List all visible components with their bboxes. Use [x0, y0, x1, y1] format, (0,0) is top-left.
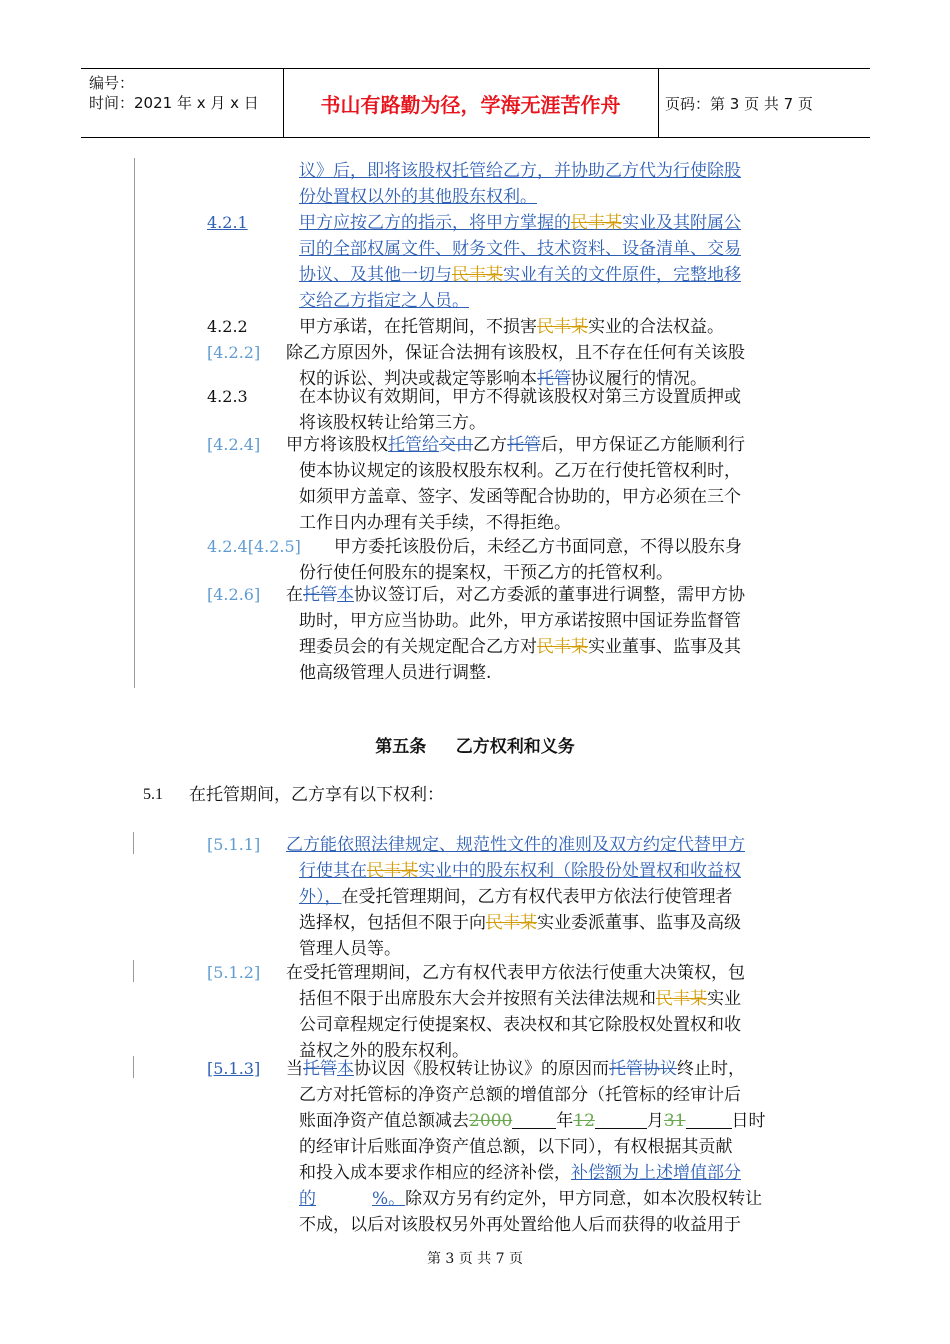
clause-segment: %。: [372, 1189, 406, 1209]
clause-text: [299, 262, 741, 289]
clause-text: 公司章程规定行使提案权、表决权和其它除股权处置权和收: [299, 1015, 741, 1035]
clause-segment: 实业及其附属公: [622, 213, 741, 233]
clause-segment: 实业董事、监事及其: [588, 637, 741, 657]
article-title: 第五条 乙方权利和义务: [375, 737, 575, 757]
clause-text: 在本协议有效期间，甲方不得就该股权对第三方设置质押或: [299, 387, 741, 407]
revision-bar: [133, 832, 134, 854]
tracked-change: 托管: [303, 585, 337, 605]
clause-text: 如须甲方盖章、签字、发函等配合协助的，甲方必须在三个: [299, 487, 741, 507]
clause-continuation-line: 议》后，即将该股权托管给乙方，并协助乙方代为行使除股: [299, 161, 741, 181]
clause-segment: 除双方另有约定外，甲方同意，如本次股权转让: [405, 1189, 763, 1209]
document-date-label: 时间：2021 年 x 月 x 日: [89, 94, 259, 112]
clause-text: [299, 1160, 741, 1187]
clause-segment: 括但不限于出席股东大会并按照有关法律法规和: [299, 989, 656, 1009]
clause-text: [299, 210, 741, 237]
clause-segment: 和投入成本要求作相应的经济补偿，: [299, 1163, 571, 1183]
tracked-change: 民丰某: [571, 213, 622, 233]
clause-segment: 乙方: [473, 435, 507, 455]
clause-segment: 甲方应按乙方的指示，将甲方掌握的: [299, 213, 571, 233]
clause-segment: 终止时，: [677, 1059, 745, 1079]
tracked-change: 12: [573, 1111, 595, 1131]
header-motto: 书山有路勤为径，学海无涯苦作舟: [320, 92, 621, 117]
section-text: 在托管期间，乙方享有以下权利：: [189, 785, 444, 805]
tracked-insertion: 本: [337, 585, 354, 605]
clause-segment: 月: [646, 1111, 664, 1131]
clause-segment: 实业委派董事、监事及高级: [537, 913, 741, 933]
header-meta: [89, 73, 259, 113]
clause-segment: 实业中的股东权利（除股份处置权和收益权: [418, 861, 741, 881]
clause-text: 乙方对托管标的净资产总额的增值部分（托管标的经审计后: [299, 1085, 741, 1105]
clause-segment: 甲方将该股权: [286, 435, 388, 455]
clause-continuation-line: 份处置权以外的其他股东权利。: [299, 187, 537, 207]
clause-segment: 补偿额为上述增值部分: [571, 1163, 741, 1183]
clause-text: [299, 858, 741, 885]
tracked-change: 2000: [469, 1111, 513, 1131]
clause-segment: 在受托管理期间，乙方有权代表甲方依法行使管理者: [341, 887, 733, 907]
clause-segment: 协议、及其他一切与: [299, 265, 452, 285]
header-page-label: 页码：第 3 页 共 7 页: [665, 95, 813, 113]
tracked-change: 民丰某: [367, 861, 418, 881]
tracked-insertion: 托管给: [388, 435, 439, 455]
tracked-change: 托管: [303, 1059, 337, 1079]
page-header: [81, 68, 870, 138]
clause-text: 交给乙方指定之人员。: [299, 291, 469, 311]
tracked-change: 民丰某: [537, 637, 588, 657]
clause-text: [299, 314, 724, 341]
header-divider: [658, 69, 659, 137]
clause-text: 助时，甲方应当协助。此外，甲方承诺按照中国证券监督管: [299, 611, 741, 631]
clause-text: 管理人员等。: [299, 939, 401, 959]
clause-text: [299, 634, 741, 661]
revision-bar: [133, 960, 134, 982]
clause-segment: 实业的合法权益。: [588, 317, 724, 337]
clause-text: [299, 1108, 766, 1135]
clause-text: [286, 432, 745, 459]
clause-number: 4.2.1: [207, 213, 248, 232]
tracked-change: 交由: [439, 435, 473, 455]
tracked-change: 托管: [507, 435, 541, 455]
clause-text: 他高级管理人员进行调整.: [299, 663, 492, 683]
document-code-label: 编号：: [89, 74, 135, 92]
section-number: 5.1: [143, 786, 163, 803]
clause-segment: 行使其在: [299, 861, 367, 881]
tracked-change: 31: [663, 1111, 686, 1131]
clause-number: [4.2.2]: [207, 343, 261, 362]
revision-bar: [134, 158, 135, 688]
blank-field: [595, 1110, 647, 1129]
clause-segment: 选择权，包括但不限于向: [299, 913, 486, 933]
tracked-change: 民丰某: [486, 913, 537, 933]
clause-segment: 当: [286, 1059, 303, 1079]
clause-number: [4.2.4]: [207, 435, 261, 454]
clause-segment: 的: [299, 1189, 316, 1209]
clause-text: 益权之外的股东权利。: [299, 1041, 469, 1061]
page-footer: 第 3 页 共 7 页: [426, 1251, 524, 1267]
tracked-change: 民丰某: [452, 265, 503, 285]
clause-text: [299, 986, 741, 1013]
blank-field: [686, 1110, 732, 1129]
clause-text: 份行使任何股东的提案权，干预乙方的托管权利。: [299, 563, 673, 583]
clause-text: 的经审计后账面净资产值总额，以下同），有权根据其贡献: [299, 1137, 733, 1157]
clause-segment: 日时: [731, 1111, 766, 1131]
clause-number: 4.2.3: [207, 387, 248, 406]
clause-number: [207, 534, 301, 561]
clause-number: [5.1.2]: [207, 963, 261, 982]
clause-segment: 协议履行的情况。: [571, 369, 707, 389]
clause-text: [286, 1056, 745, 1083]
blank-field: [512, 1110, 556, 1129]
clause-segment: 协议签订后，对乙方委派的董事进行调整，需甲方协: [354, 585, 745, 605]
tracked-change: 民丰某: [656, 989, 707, 1009]
clause-number: [5.1.3]: [207, 1059, 261, 1078]
clause-segment: 后，甲方保证乙方能顺利行: [541, 435, 745, 455]
clause-text: [299, 884, 733, 911]
clause-text: 司的全部权属文件、财务文件、技术资料、设备清单、交易: [299, 239, 741, 259]
clause-text: [286, 582, 745, 609]
clause-text: [299, 910, 741, 937]
clause-number: [5.1.1]: [207, 835, 261, 854]
clause-segment: 年: [556, 1111, 574, 1131]
clause-segment: 在: [286, 585, 303, 605]
clause-text: 乙方能依照法律规定、规范性文件的准则及双方约定代替甲方: [286, 835, 745, 855]
clause-segment: 理委员会的有关规定配合乙方对: [299, 637, 537, 657]
clause-number: 4.2.2: [207, 317, 248, 336]
clause-text: 工作日内办理有关手续，不得拒绝。: [299, 513, 571, 533]
clause-text: 除乙方原因外，保证合法拥有该股权，且不存在任何有关该股: [286, 343, 745, 363]
clause-text: 使本协议规定的该股权股东权利。乙万在行使托管权利时，: [299, 461, 741, 481]
revision-bar: [133, 1056, 134, 1078]
clause-number: [4.2.6]: [207, 585, 261, 604]
clause-segment: 实业: [707, 989, 741, 1009]
clause-segment: 外），: [299, 887, 342, 907]
clause-text: 不成，以后对该股权另外再处置给他人后而获得的收益用于: [299, 1215, 741, 1235]
clause-segment: 实业有关的文件原件，完整地移: [503, 265, 741, 285]
clause-number-old: 4.2.4: [207, 537, 248, 556]
clause-text: 在受托管理期间，乙方有权代表甲方依法行使重大决策权，包: [286, 963, 745, 983]
clause-text: 甲方委托该股份后，未经乙方书面同意，不得以股东身: [334, 537, 742, 557]
tracked-insertion: 本: [337, 1059, 354, 1079]
clause-segment: 协议因《股权转让协议》的原因而: [354, 1059, 609, 1079]
clause-number-new: [4.2.5]: [247, 537, 301, 556]
tracked-change: 托管协议: [609, 1059, 677, 1079]
clause-segment: 权的诉讼、判决或裁定等影响本: [299, 369, 537, 389]
clause-text: 将该股权转让给第三方。: [299, 413, 486, 433]
tracked-change: 托管: [537, 369, 571, 389]
clause-text: [299, 1186, 762, 1213]
clause-segment: 甲方承诺，在托管期间，不损害: [299, 317, 537, 337]
clause-segment: 账面净资产值总额减去: [299, 1111, 469, 1131]
tracked-change: 民丰某: [537, 317, 588, 337]
